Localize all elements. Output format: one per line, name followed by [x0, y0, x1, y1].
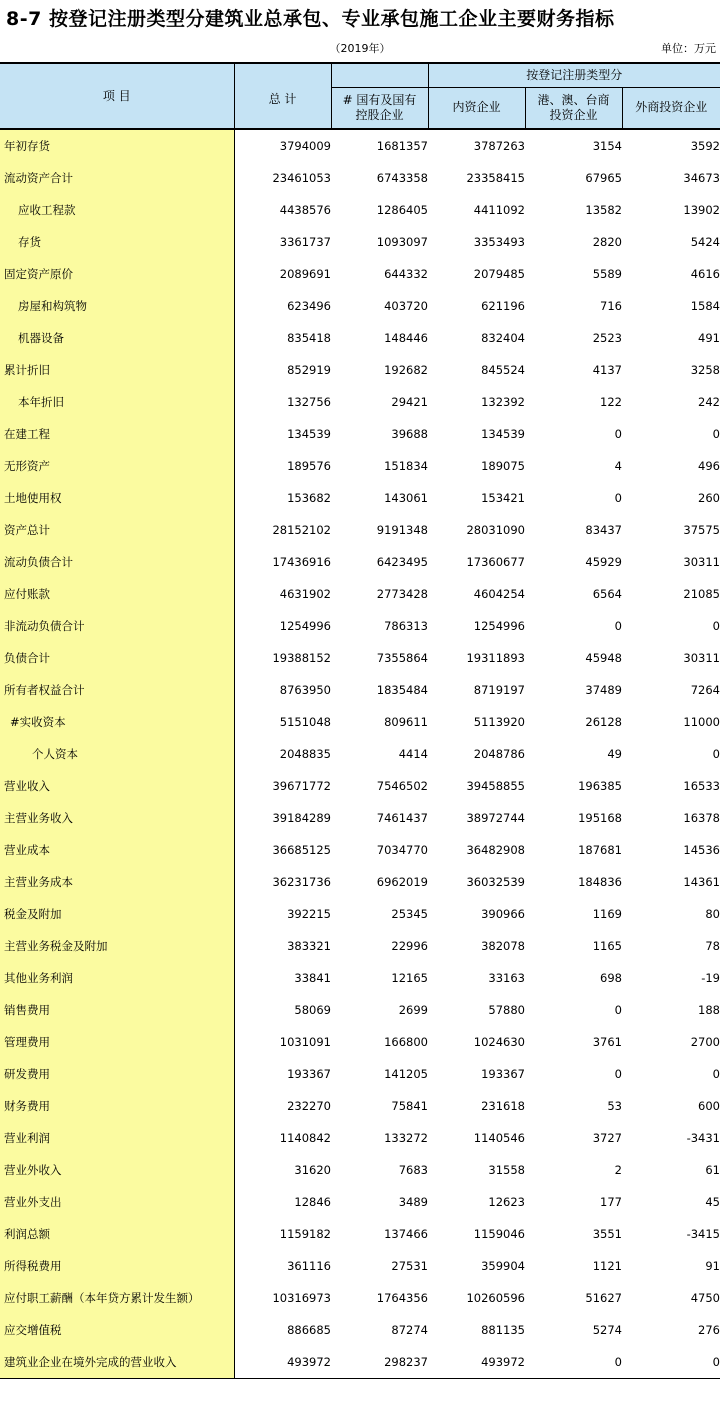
row-label: 流动负债合计 — [0, 546, 234, 578]
cell-value: 4438576 — [279, 203, 331, 217]
cell-value: 5151048 — [279, 715, 331, 729]
cell-value: 359904 — [481, 1259, 525, 1273]
cell-value: 232270 — [287, 1099, 331, 1113]
cell-value: 403720 — [384, 299, 428, 313]
cell-value: 2 — [614, 1163, 622, 1177]
cell-value: 141205 — [384, 1067, 428, 1081]
row-label: 应交增值税 — [0, 1314, 234, 1346]
cell-value: 148446 — [384, 331, 428, 345]
row-label: 土地使用权 — [0, 482, 234, 514]
cell-value: 0 — [712, 1067, 720, 1081]
cell-value: 37575 — [683, 523, 720, 537]
row-label: 营业利润 — [0, 1122, 234, 1154]
cell-value: 5589 — [592, 267, 622, 281]
cell-value: 13582 — [585, 203, 622, 217]
row-label: 营业成本 — [0, 834, 234, 866]
cell-value: 2699 — [398, 1003, 428, 1017]
cell-value: 1165 — [592, 939, 622, 953]
row-label: 机器设备 — [0, 322, 234, 354]
cell-value: 28031090 — [466, 523, 525, 537]
cell-value: 832404 — [481, 331, 525, 345]
cell-value: 5274 — [592, 1323, 622, 1337]
cell-value: 134539 — [481, 427, 525, 441]
cell-value: 1584 — [690, 299, 720, 313]
cell-value: 1140546 — [473, 1131, 525, 1145]
table-row — [0, 610, 720, 642]
cell-value: 12165 — [391, 971, 428, 985]
row-label: 房屋和构筑物 — [0, 290, 234, 322]
cell-value: 39671772 — [272, 779, 331, 793]
cell-value: 193367 — [287, 1067, 331, 1081]
cell-value: 23358415 — [466, 171, 525, 185]
cell-value: 496 — [698, 459, 720, 473]
table-row — [0, 258, 720, 290]
row-label: 建筑业企业在境外完成的营业收入 — [0, 1346, 234, 1379]
cell-value: 3353493 — [473, 235, 525, 249]
cell-value: 2079485 — [473, 267, 525, 281]
cell-value: 0 — [614, 1067, 622, 1081]
unit-label: 单位：万元 — [661, 42, 716, 55]
cell-value: 78 — [705, 939, 720, 953]
row-label: 累计折旧 — [0, 354, 234, 386]
cell-value: 22996 — [391, 939, 428, 953]
cell-value: 5113920 — [473, 715, 525, 729]
row-label: 应收工程款 — [0, 194, 234, 226]
cell-value: 2820 — [592, 235, 622, 249]
cell-value: 58069 — [294, 1003, 331, 1017]
cell-value: 361116 — [287, 1259, 331, 1273]
row-label: 其他业务利润 — [0, 962, 234, 994]
cell-value: 87274 — [391, 1323, 428, 1337]
cell-value: 132392 — [481, 395, 525, 409]
table-row — [0, 866, 720, 898]
cell-value: 3794009 — [279, 139, 331, 153]
cell-value: 231618 — [481, 1099, 525, 1113]
cell-value: 53 — [607, 1099, 622, 1113]
table-row — [0, 354, 720, 386]
cell-value: 2048786 — [473, 747, 525, 761]
cell-value: 2048835 — [279, 747, 331, 761]
cell-value: 8719197 — [473, 683, 525, 697]
header-domestic: 内资企业 — [428, 87, 525, 129]
row-label: 非流动负债合计 — [0, 610, 234, 642]
row-label: 流动资产合计 — [0, 162, 234, 194]
cell-value: 61 — [705, 1163, 720, 1177]
cell-value: 177 — [600, 1195, 622, 1209]
table-row — [0, 322, 720, 354]
cell-value: 10260596 — [466, 1291, 525, 1305]
table-row — [0, 546, 720, 578]
table-row — [0, 834, 720, 866]
cell-value: 0 — [614, 1003, 622, 1017]
row-label: 应付职工薪酬（本年贷方累计发生额） — [0, 1282, 234, 1314]
cell-value: 184836 — [578, 875, 622, 889]
header-total: 总 计 — [234, 63, 331, 129]
row-label: 营业外支出 — [0, 1186, 234, 1218]
cell-value: 28152102 — [272, 523, 331, 537]
cell-value: 14361 — [683, 875, 720, 889]
cell-value: 36032539 — [466, 875, 525, 889]
cell-value: 835418 — [287, 331, 331, 345]
cell-value: 786313 — [384, 619, 428, 633]
table-row — [0, 1314, 720, 1346]
cell-value: 75841 — [391, 1099, 428, 1113]
cell-value: 188 — [698, 1003, 720, 1017]
cell-value: 134539 — [287, 427, 331, 441]
cell-value: 0 — [712, 747, 720, 761]
cell-value: 4631902 — [279, 587, 331, 601]
table-row — [0, 1218, 720, 1250]
cell-value: 80 — [705, 907, 720, 921]
cell-value: 16533 — [683, 779, 720, 793]
cell-value: 1169 — [592, 907, 622, 921]
cell-value: 4411092 — [473, 203, 525, 217]
cell-value: 45948 — [585, 651, 622, 665]
cell-value: 493972 — [234, 1346, 331, 1379]
row-label: 个人资本 — [0, 738, 234, 770]
cell-value: 132756 — [287, 395, 331, 409]
header-hmt: 港、澳、台商投资企业 — [525, 87, 622, 129]
cell-value: 390966 — [481, 907, 525, 921]
row-label: 主营业务税金及附加 — [0, 930, 234, 962]
table-row — [0, 674, 720, 706]
header-group: 按登记注册类型分 — [428, 63, 720, 87]
cell-value: 260 — [698, 491, 720, 505]
table-row — [0, 770, 720, 802]
cell-value: 276 — [698, 1323, 720, 1337]
cell-value: 195168 — [578, 811, 622, 825]
cell-value: 33841 — [294, 971, 331, 985]
row-label: 税金及附加 — [0, 898, 234, 930]
row-label: 应付账款 — [0, 578, 234, 610]
cell-value: 623496 — [287, 299, 331, 313]
cell-value: 0 — [614, 491, 622, 505]
cell-value: 31620 — [294, 1163, 331, 1177]
cell-value: 1140842 — [279, 1131, 331, 1145]
cell-value: 4750 — [690, 1291, 720, 1305]
cell-value: 0 — [614, 427, 622, 441]
cell-value: 122 — [600, 395, 622, 409]
cell-value: 25345 — [391, 907, 428, 921]
cell-value: 39688 — [391, 427, 428, 441]
row-label: 管理费用 — [0, 1026, 234, 1058]
cell-value: 1121 — [592, 1259, 622, 1273]
row-label: 销售费用 — [0, 994, 234, 1026]
cell-value: -3431 — [686, 1131, 720, 1145]
cell-value: 600 — [698, 1099, 720, 1113]
table-row — [0, 738, 720, 770]
cell-value: 36231736 — [272, 875, 331, 889]
cell-value: 886685 — [287, 1323, 331, 1337]
cell-value: 3489 — [398, 1195, 428, 1209]
table-row — [0, 226, 720, 258]
cell-value: 4 — [614, 459, 622, 473]
cell-value: 189576 — [287, 459, 331, 473]
table-row — [0, 1058, 720, 1090]
table-row — [0, 1282, 720, 1314]
cell-value: 3258 — [690, 363, 720, 377]
table-row — [0, 802, 720, 834]
cell-value: 852919 — [287, 363, 331, 377]
cell-value: 1254996 — [473, 619, 525, 633]
row-label: 固定资产原价 — [0, 258, 234, 290]
cell-value: 1286405 — [376, 203, 428, 217]
header-foreign: 外商投资企业 — [622, 87, 720, 129]
table-row — [0, 482, 720, 514]
row-label: 财务费用 — [0, 1090, 234, 1122]
cell-value: 644332 — [384, 267, 428, 281]
cell-value: 34673 — [683, 171, 720, 185]
cell-value: 4616 — [690, 267, 720, 281]
cell-value: 45929 — [585, 555, 622, 569]
cell-value: 37489 — [585, 683, 622, 697]
cell-value: 7355864 — [376, 651, 428, 665]
cell-value: 196385 — [578, 779, 622, 793]
cell-value: 3787263 — [473, 139, 525, 153]
cell-value: 17436916 — [272, 555, 331, 569]
cell-value: 2089691 — [279, 267, 331, 281]
cell-value: 9191348 — [376, 523, 428, 537]
cell-value: 39184289 — [272, 811, 331, 825]
cell-value: 153421 — [481, 491, 525, 505]
header-item: 项 目 — [0, 63, 234, 129]
cell-value: 1093097 — [376, 235, 428, 249]
cell-value: 6423495 — [376, 555, 428, 569]
cell-value: 7683 — [398, 1163, 428, 1177]
cell-value: 187681 — [578, 843, 622, 857]
table-row — [0, 1346, 720, 1379]
table-row — [0, 514, 720, 546]
table-row — [0, 386, 720, 418]
cell-value: 14536 — [683, 843, 720, 857]
cell-value: 11000 — [683, 715, 720, 729]
table-row — [0, 1154, 720, 1186]
cell-value: 57880 — [488, 1003, 525, 1017]
cell-value: 3761 — [592, 1035, 622, 1049]
cell-value: 51627 — [585, 1291, 622, 1305]
row-label: 存货 — [0, 226, 234, 258]
cell-value: 7546502 — [376, 779, 428, 793]
row-label: 年初存货 — [0, 129, 234, 162]
cell-value: 4414 — [398, 747, 428, 761]
cell-value: 4604254 — [473, 587, 525, 601]
cell-value: 19388152 — [272, 651, 331, 665]
row-label: 所得税费用 — [0, 1250, 234, 1282]
row-label: 营业外收入 — [0, 1154, 234, 1186]
cell-value: 31558 — [488, 1163, 525, 1177]
cell-value: -3415 — [686, 1227, 720, 1241]
cell-value: 1159046 — [473, 1227, 525, 1241]
cell-value: 3361737 — [279, 235, 331, 249]
cell-value: 6564 — [592, 587, 622, 601]
cell-value: 3727 — [592, 1131, 622, 1145]
cell-value: 133272 — [384, 1131, 428, 1145]
cell-value: 0 — [525, 1346, 622, 1379]
cell-value: 23461053 — [272, 171, 331, 185]
cell-value: 1024630 — [473, 1035, 525, 1049]
table-row — [0, 642, 720, 674]
cell-value: 1681357 — [376, 139, 428, 153]
table-row — [0, 1090, 720, 1122]
cell-value: 383321 — [287, 939, 331, 953]
cell-value: 83437 — [585, 523, 622, 537]
row-label: 利润总额 — [0, 1218, 234, 1250]
cell-value: 0 — [712, 619, 720, 633]
row-label: 负债合计 — [0, 642, 234, 674]
cell-value: 36685125 — [272, 843, 331, 857]
cell-value: 5424 — [690, 235, 720, 249]
row-label: 资产总计 — [0, 514, 234, 546]
page-title: 8-7 按登记注册类型分建筑业总承包、专业承包施工企业主要财务指标 — [6, 8, 615, 30]
cell-value: 2700 — [690, 1035, 720, 1049]
cell-value: 809611 — [384, 715, 428, 729]
cell-value: 2773428 — [376, 587, 428, 601]
cell-value: 143061 — [384, 491, 428, 505]
cell-value: 491 — [698, 331, 720, 345]
cell-value: -19 — [701, 971, 720, 985]
row-label: 研发费用 — [0, 1058, 234, 1090]
cell-value: 30311 — [683, 651, 720, 665]
cell-value: 845524 — [481, 363, 525, 377]
table-row — [0, 962, 720, 994]
cell-value: 13902 — [683, 203, 720, 217]
row-label: #实收资本 — [0, 706, 234, 738]
cell-value: 1159182 — [279, 1227, 331, 1241]
cell-value: 91 — [705, 1259, 720, 1273]
cell-value: 382078 — [481, 939, 525, 953]
cell-value: 166800 — [384, 1035, 428, 1049]
cell-value: 151834 — [384, 459, 428, 473]
cell-value: 0 — [712, 427, 720, 441]
cell-value: 621196 — [481, 299, 525, 313]
cell-value: 242 — [698, 395, 720, 409]
cell-value: 30311 — [683, 555, 720, 569]
row-label: 主营业务成本 — [0, 866, 234, 898]
table-row — [0, 1186, 720, 1218]
cell-value: 10316973 — [272, 1291, 331, 1305]
row-label: 主营业务收入 — [0, 802, 234, 834]
table-row — [0, 578, 720, 610]
header-state-owned: # 国有及国有控股企业 — [331, 87, 428, 129]
cell-value: 49 — [607, 747, 622, 761]
cell-value: 7264 — [690, 683, 720, 697]
financial-table — [0, 62, 720, 1379]
table-row — [0, 129, 720, 162]
cell-value: 2523 — [592, 331, 622, 345]
table-row — [0, 162, 720, 194]
cell-value: 1835484 — [376, 683, 428, 697]
cell-value: 698 — [600, 971, 622, 985]
cell-value: 6962019 — [376, 875, 428, 889]
cell-value: 45 — [705, 1195, 720, 1209]
cell-value: 193367 — [481, 1067, 525, 1081]
cell-value: 36482908 — [466, 843, 525, 857]
table-row — [0, 290, 720, 322]
table-row — [0, 930, 720, 962]
cell-value: 493972 — [428, 1346, 525, 1379]
cell-value: 21085 — [683, 587, 720, 601]
cell-value: 27531 — [391, 1259, 428, 1273]
cell-value: 67965 — [585, 171, 622, 185]
table-row — [0, 418, 720, 450]
row-label: 营业收入 — [0, 770, 234, 802]
cell-value: 3551 — [592, 1227, 622, 1241]
cell-value: 153682 — [287, 491, 331, 505]
header-spacer — [331, 63, 428, 87]
cell-value: 26128 — [585, 715, 622, 729]
cell-value: 1031091 — [279, 1035, 331, 1049]
cell-value: 17360677 — [466, 555, 525, 569]
cell-value: 1764356 — [376, 1291, 428, 1305]
cell-value: 39458855 — [466, 779, 525, 793]
table-row — [0, 194, 720, 226]
cell-value: 189075 — [481, 459, 525, 473]
cell-value: 12846 — [294, 1195, 331, 1209]
cell-value: 137466 — [384, 1227, 428, 1241]
cell-value: 192682 — [384, 363, 428, 377]
cell-value: 881135 — [481, 1323, 525, 1337]
year-subtitle: （2019年） — [329, 42, 391, 55]
cell-value: 298237 — [331, 1346, 428, 1379]
cell-value: 38972744 — [466, 811, 525, 825]
cell-value: 29421 — [391, 395, 428, 409]
cell-value: 33163 — [488, 971, 525, 985]
table-row — [0, 1026, 720, 1058]
cell-value: 3154 — [592, 139, 622, 153]
cell-value: 6743358 — [376, 171, 428, 185]
cell-value: 16378 — [683, 811, 720, 825]
table-row — [0, 1122, 720, 1154]
table-row — [0, 994, 720, 1026]
cell-value: 4137 — [592, 363, 622, 377]
cell-value: 0 — [622, 1346, 720, 1379]
cell-value: 7461437 — [376, 811, 428, 825]
row-label: 本年折旧 — [0, 386, 234, 418]
table-row — [0, 898, 720, 930]
cell-value: 1254996 — [279, 619, 331, 633]
cell-value: 392215 — [287, 907, 331, 921]
table-row — [0, 706, 720, 738]
cell-value: 8763950 — [279, 683, 331, 697]
row-label: 在建工程 — [0, 418, 234, 450]
cell-value: 12623 — [488, 1195, 525, 1209]
row-label: 无形资产 — [0, 450, 234, 482]
table-row — [0, 450, 720, 482]
cell-value: 716 — [600, 299, 622, 313]
cell-value: 7034770 — [376, 843, 428, 857]
row-label: 所有者权益合计 — [0, 674, 234, 706]
table-row — [0, 1250, 720, 1282]
cell-value: 19311893 — [466, 651, 525, 665]
cell-value: 3592 — [690, 139, 720, 153]
cell-value: 0 — [614, 619, 622, 633]
